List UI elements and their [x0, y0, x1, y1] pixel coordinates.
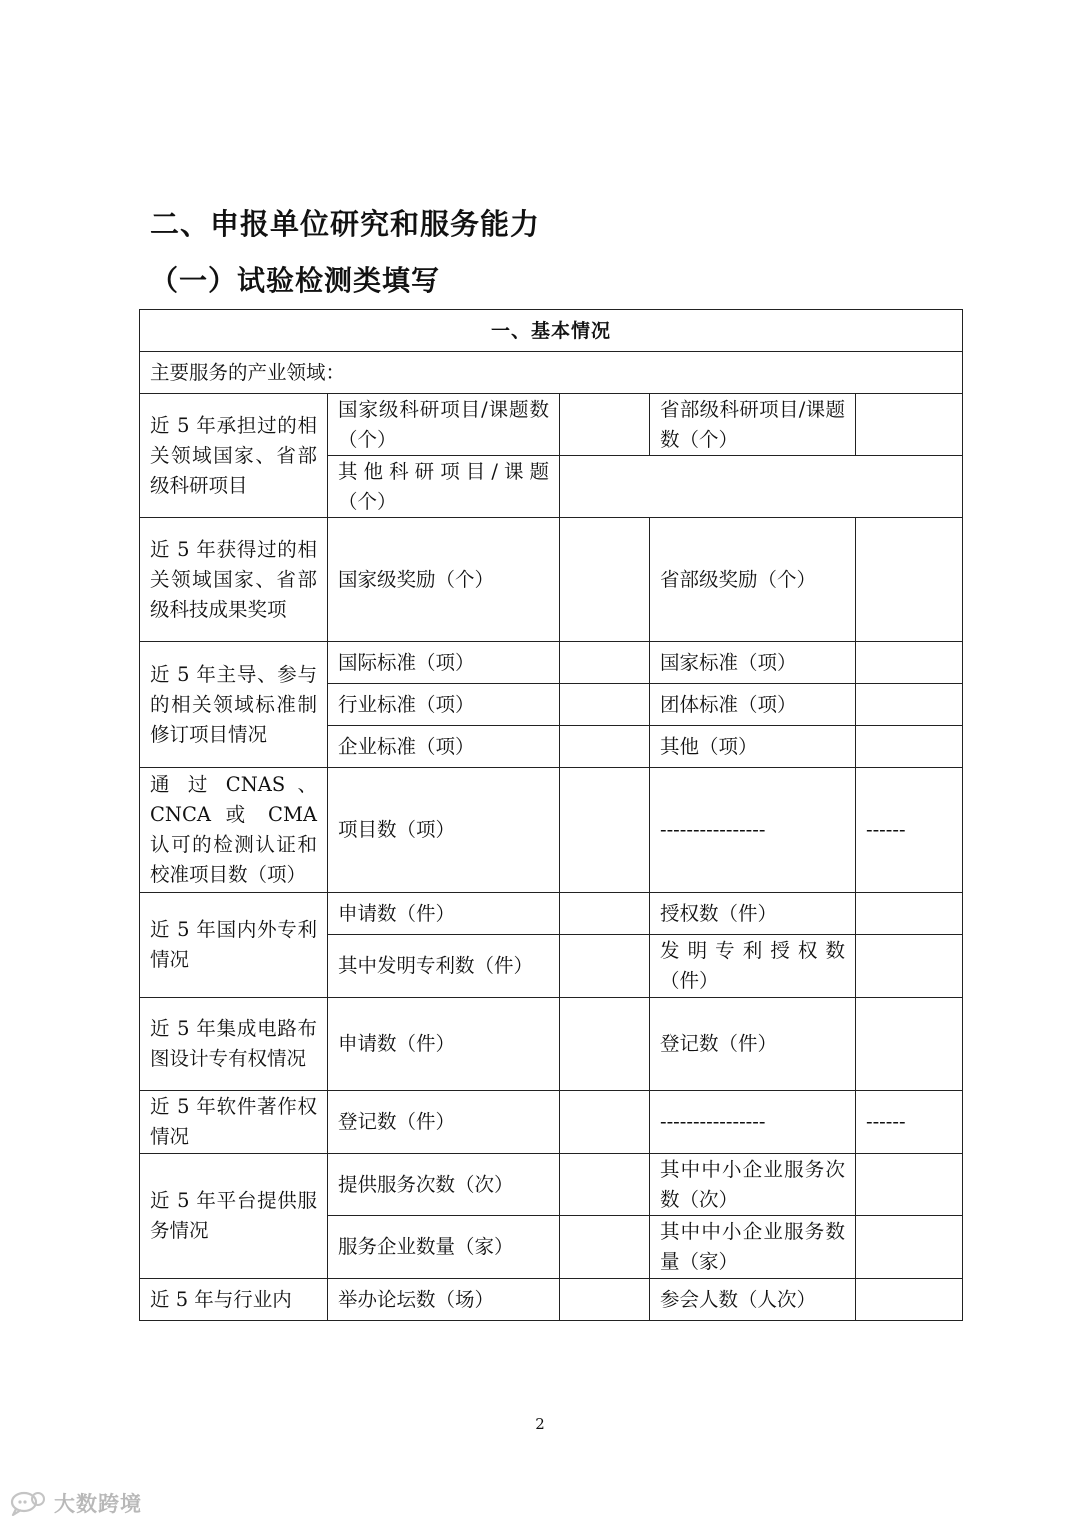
enterprise-count-value[interactable] — [560, 1216, 650, 1279]
forum-count-label: 举办论坛数（场） — [328, 1279, 560, 1321]
ic-application-label: 申请数（件） — [328, 998, 560, 1091]
invention-granted-label: 发明专利授权数（件） — [650, 935, 856, 998]
table-row — [140, 642, 963, 684]
international-standards-value[interactable] — [560, 642, 650, 684]
sme-service-count-label: 其中中小企业服务次数（次） — [650, 1154, 856, 1216]
standards-row-label: 近 5 年主导、参与的相关领域标准制修订项目情况 — [140, 642, 328, 768]
table-row — [140, 998, 963, 1091]
provincial-projects-label: 省部级科研项目/课题数（个） — [650, 394, 856, 456]
enterprise-standards-label: 企业标准（项） — [328, 726, 560, 768]
watermark-text: 大数跨境 — [54, 1492, 142, 1516]
enterprise-count-label: 服务企业数量（家） — [328, 1216, 560, 1279]
national-standards-label: 国家标准（项） — [650, 642, 856, 684]
national-awards-label: 国家级奖励（个） — [328, 518, 560, 642]
basic-info-table — [139, 309, 963, 1321]
certification-dash-short: ------ — [856, 768, 963, 893]
table-row — [140, 893, 963, 935]
ic-registered-label: 登记数（件） — [650, 998, 856, 1091]
national-projects-value[interactable] — [560, 394, 650, 456]
service-count-label: 提供服务次数（次） — [328, 1154, 560, 1216]
software-row-label: 近 5 年软件著作权情况 — [140, 1091, 328, 1154]
invention-granted-value[interactable] — [856, 935, 963, 998]
attendees-value[interactable] — [856, 1279, 963, 1321]
ic-registered-value[interactable] — [856, 998, 963, 1091]
national-standards-value[interactable] — [856, 642, 963, 684]
table-row — [140, 1154, 963, 1216]
speech-bubble-logo-icon — [10, 1490, 50, 1516]
table-row — [140, 768, 963, 893]
table-row — [140, 1091, 963, 1154]
national-awards-value[interactable] — [560, 518, 650, 642]
certification-count-label: 项目数（项） — [328, 768, 560, 893]
provincial-awards-label: 省部级奖励（个） — [650, 518, 856, 642]
international-standards-label: 国际标准（项） — [328, 642, 560, 684]
group-standards-value[interactable] — [856, 684, 963, 726]
software-registered-label: 登记数（件） — [328, 1091, 560, 1154]
other-projects-label: 其他科研项目/课题（个） — [328, 456, 560, 518]
industry-standards-label: 行业标准（项） — [328, 684, 560, 726]
industry-field-label: 主要服务的产业领域： — [140, 352, 963, 394]
awards-row-label: 近 5 年获得过的相关领域国家、省部级科技成果奖项 — [140, 518, 328, 642]
table-row — [140, 394, 963, 456]
other-standards-value[interactable] — [856, 726, 963, 768]
patent-application-label: 申请数（件） — [328, 893, 560, 935]
invention-patent-label: 其中发明专利数（件） — [328, 935, 560, 998]
table-row — [140, 1279, 963, 1321]
software-registered-value[interactable] — [560, 1091, 650, 1154]
subsection-heading: （一）试验检测类填写 — [150, 264, 441, 297]
software-dash-short: ------ — [856, 1091, 963, 1154]
other-standards-label: 其他（项） — [650, 726, 856, 768]
table-row — [140, 310, 963, 352]
ic-layout-row-label: 近 5 年集成电路布图设计专有权情况 — [140, 998, 328, 1091]
sme-service-count-value[interactable] — [856, 1154, 963, 1216]
group-standards-label: 团体标准（项） — [650, 684, 856, 726]
provincial-projects-value[interactable] — [856, 394, 963, 456]
other-projects-value[interactable] — [560, 456, 963, 518]
certification-count-value[interactable] — [560, 768, 650, 893]
software-dash-placeholder: ---------------- — [650, 1091, 856, 1154]
table-row — [140, 518, 963, 642]
section-heading: 二、申报单位研究和服务能力 — [150, 207, 541, 241]
sme-count-value[interactable] — [856, 1216, 963, 1279]
certification-row-label: 通 过 CNAS 、CNCA 或 CMA 认可的检测认证和校准项目数（项） — [140, 768, 328, 893]
provincial-awards-value[interactable] — [856, 518, 963, 642]
service-count-value[interactable] — [560, 1154, 650, 1216]
watermark — [10, 1488, 142, 1518]
enterprise-standards-value[interactable] — [560, 726, 650, 768]
forums-row-label: 近 5 年与行业内 — [140, 1279, 328, 1321]
sme-count-label: 其中中小企业服务数量（家） — [650, 1216, 856, 1279]
forum-count-value[interactable] — [560, 1279, 650, 1321]
patents-row-label: 近 5 年国内外专利情况 — [140, 893, 328, 998]
table-section-title: 一、基本情况 — [140, 310, 963, 352]
projects-row-label: 近 5 年承担过的相关领域国家、省部级科研项目 — [140, 394, 328, 518]
attendees-label: 参会人数（人次） — [650, 1279, 856, 1321]
certification-dash-placeholder: ---------------- — [650, 768, 856, 893]
table-row — [140, 352, 963, 394]
industry-standards-value[interactable] — [560, 684, 650, 726]
ic-application-value[interactable] — [560, 998, 650, 1091]
patent-granted-label: 授权数（件） — [650, 893, 856, 935]
page-number: 2 — [535, 1415, 545, 1433]
patent-application-value[interactable] — [560, 893, 650, 935]
patent-granted-value[interactable] — [856, 893, 963, 935]
platform-row-label: 近 5 年平台提供服务情况 — [140, 1154, 328, 1279]
invention-patent-value[interactable] — [560, 935, 650, 998]
national-projects-label: 国家级科研项目/课题数（个） — [328, 394, 560, 456]
